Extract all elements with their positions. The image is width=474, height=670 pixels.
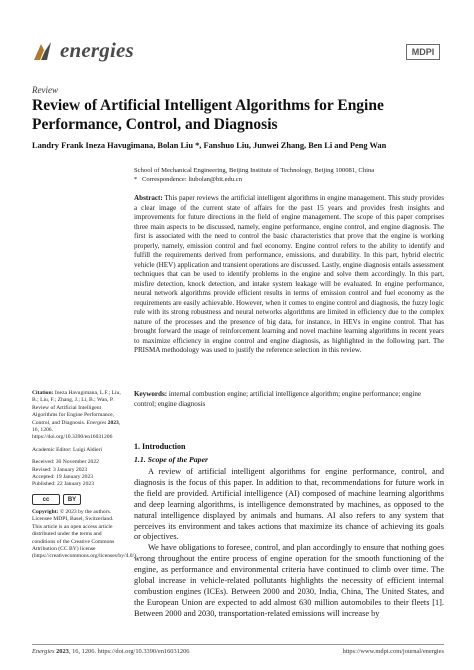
- revised-date: Revised: 3 January 2023: [32, 466, 88, 473]
- received-date: Received: 30 November 2022: [32, 459, 99, 466]
- article-sidebar: [32, 390, 138, 566]
- affiliation: School of Mechanical Engineering, Beijing Institute of Technology, Beijing 100081, China: [134, 167, 375, 174]
- article-type: Review: [32, 85, 58, 95]
- citation-label: Citation:: [32, 390, 54, 396]
- keywords-label: Keywords:: [134, 390, 168, 398]
- abstract-label: Abstract:: [134, 194, 163, 202]
- footer-citation: [32, 648, 189, 655]
- mdpi-logo[interactable]: MDPI: [406, 44, 440, 60]
- author-list: Landry Frank Ineza Havugimana, Bolan Liu *, Fanshuo Liu, Junwei Zhang, Ben Li and Peng Wan: [32, 141, 387, 150]
- correspondence-email[interactable]: Correspondence: liubolan@bit.edu.cn: [142, 175, 243, 183]
- abstract: [134, 194, 444, 356]
- keywords-text: internal combustion engine; artificial intelligence algorithm; engine performance; engine control; engine diagnosis: [134, 390, 422, 408]
- published-date: Published: 22 January 2023: [32, 481, 94, 488]
- accepted-date: Accepted: 19 January 2023: [32, 474, 94, 481]
- citation-text: Ineza Havugimana, L.F.; Liu, B.; Liu, F.; Zhang, J.; Li, B.; Wan, P. Review of Artificial Intelligent Algorithms for Engine Performance, Control, and Diagnosis.: [32, 390, 121, 426]
- abstract-text: This paper reviews the artificial intelligent algorithms in engine management. This study provides a clear image of the current state of affairs for the past 15 years and provides fresh insights and improvements for future directions in the field of engine management. The scope of this paper comprises three main aspects to be discussed, namely, engine performance, engine control, and engine diagnosis. The first is associated with the need to control the basic characteristics that prove that the engine is working properly, namely, emission control and fuel economy. Engine control refers to the ability to identify and fulfill the requirements derived from performance, emissions, and durability. In this part, hybrid electric vehicle (HEV) application and transient operations are discussed. Lastly, engine diagnosis entails assessment techniques that can be used to identify problems in the engine and solve them accordingly. In this part, misfire detection, knock detection, and intake system leakage will be evaluated. In engine performance, neural network algorithms provide efficient results in terms of emission control and fuel economy as the requirements are easily achievable. However, when it comes to engine control and diagnosis, the fuzzy logic rule with its strong robustness and neural networks algorithms are limited in efficiency due to the complex nature of the processes and the presence of big data, for instance, in HEVs in engine control. That has brought forward the usage of reinforcement learning and novel machine learning algorithms in recent years to maximize efficiency in engine control and engine diagnosis, as highlighted in the following part. The PRISMA methodology was used to justify the reference selection in this review.: [134, 194, 444, 354]
- citation-journal: Energies: [86, 419, 107, 426]
- article-title: Review of Artificial Intelligent Algorithms for Engine Performance, Control, and Diagnosis: [32, 97, 384, 133]
- footer-divider: [32, 644, 444, 645]
- copyright-text: © 2023 by the authors. Licensee MDPI, Basel, Switzerland. This article is an open access article distributed under the terms and conditions of the Creative Commons Attribution (CC BY) license (https://creativecommons.org/licenses/by/4.0/).: [32, 508, 138, 560]
- copyright-block: [32, 508, 138, 561]
- copyright-label: Copyright:: [32, 508, 59, 515]
- citation-doi[interactable]: , 16, 1206. https://doi.org/10.3390/en16031206: [32, 419, 121, 441]
- affiliation-block: [134, 167, 444, 184]
- paragraph: We have obligations to foresee, control, and plan accordingly to ensure that nothing goes wrong throughout the entire process of engine operation for the smooth functioning of the engine, as performance and environmental criteria have continued to climb over time. The global increase in vehicle-related pollutants highlights the necessity of efficient internal combustion engines (ICEs). Between 2000 and 2030, India, China, The United States, and the European Union are expected to add almost 630 million automobiles to their fleets [1]. Between 2000 and 2030, transportation-related emissions will increase by: [134, 543, 444, 618]
- footer-year: 2023: [56, 648, 69, 655]
- subsection-heading: 1.1. Scope of the Paper: [134, 455, 209, 464]
- keywords: [134, 390, 444, 409]
- dates-block: [32, 459, 122, 489]
- energies-logo-icon: [32, 40, 54, 62]
- cc-license-badge[interactable]: [32, 494, 122, 505]
- correspondence-mark: *: [134, 175, 138, 183]
- footer-journal: Energies: [32, 648, 55, 655]
- paragraph: A review of artificial intelligent algorithms for engine performance, control, and diagnosis is the focus of this paper. In addition to that, recommendations for future work in the field are provided. Artificial intelligence (AI) composed of machine learning algorithms and deep learning algorithms, is intelligence demonstrated by machines, as opposed to the natural intelligence displayed by animals and humans. AI also refers to any system that perceives its environment and takes actions that maximize its chance of achieving its goals or objectives.: [134, 467, 444, 542]
- footer-doi[interactable]: , 16, 1206. https://doi.org/10.3390/en16031206: [68, 648, 190, 655]
- academic-editor: Academic Editor: Luigi Aldieri: [32, 446, 103, 453]
- citation-block: [32, 390, 122, 442]
- footer-journal-url[interactable]: https://www.mdpi.com/journal/energies: [342, 648, 444, 655]
- journal-header: [32, 38, 444, 68]
- section-heading: 1. Introduction: [134, 442, 186, 451]
- journal-name[interactable]: energies: [60, 38, 134, 62]
- body-text: [134, 467, 444, 620]
- cc-icon: cc: [32, 494, 60, 505]
- citation-year: 2023: [107, 419, 119, 426]
- by-icon: BY: [63, 494, 81, 505]
